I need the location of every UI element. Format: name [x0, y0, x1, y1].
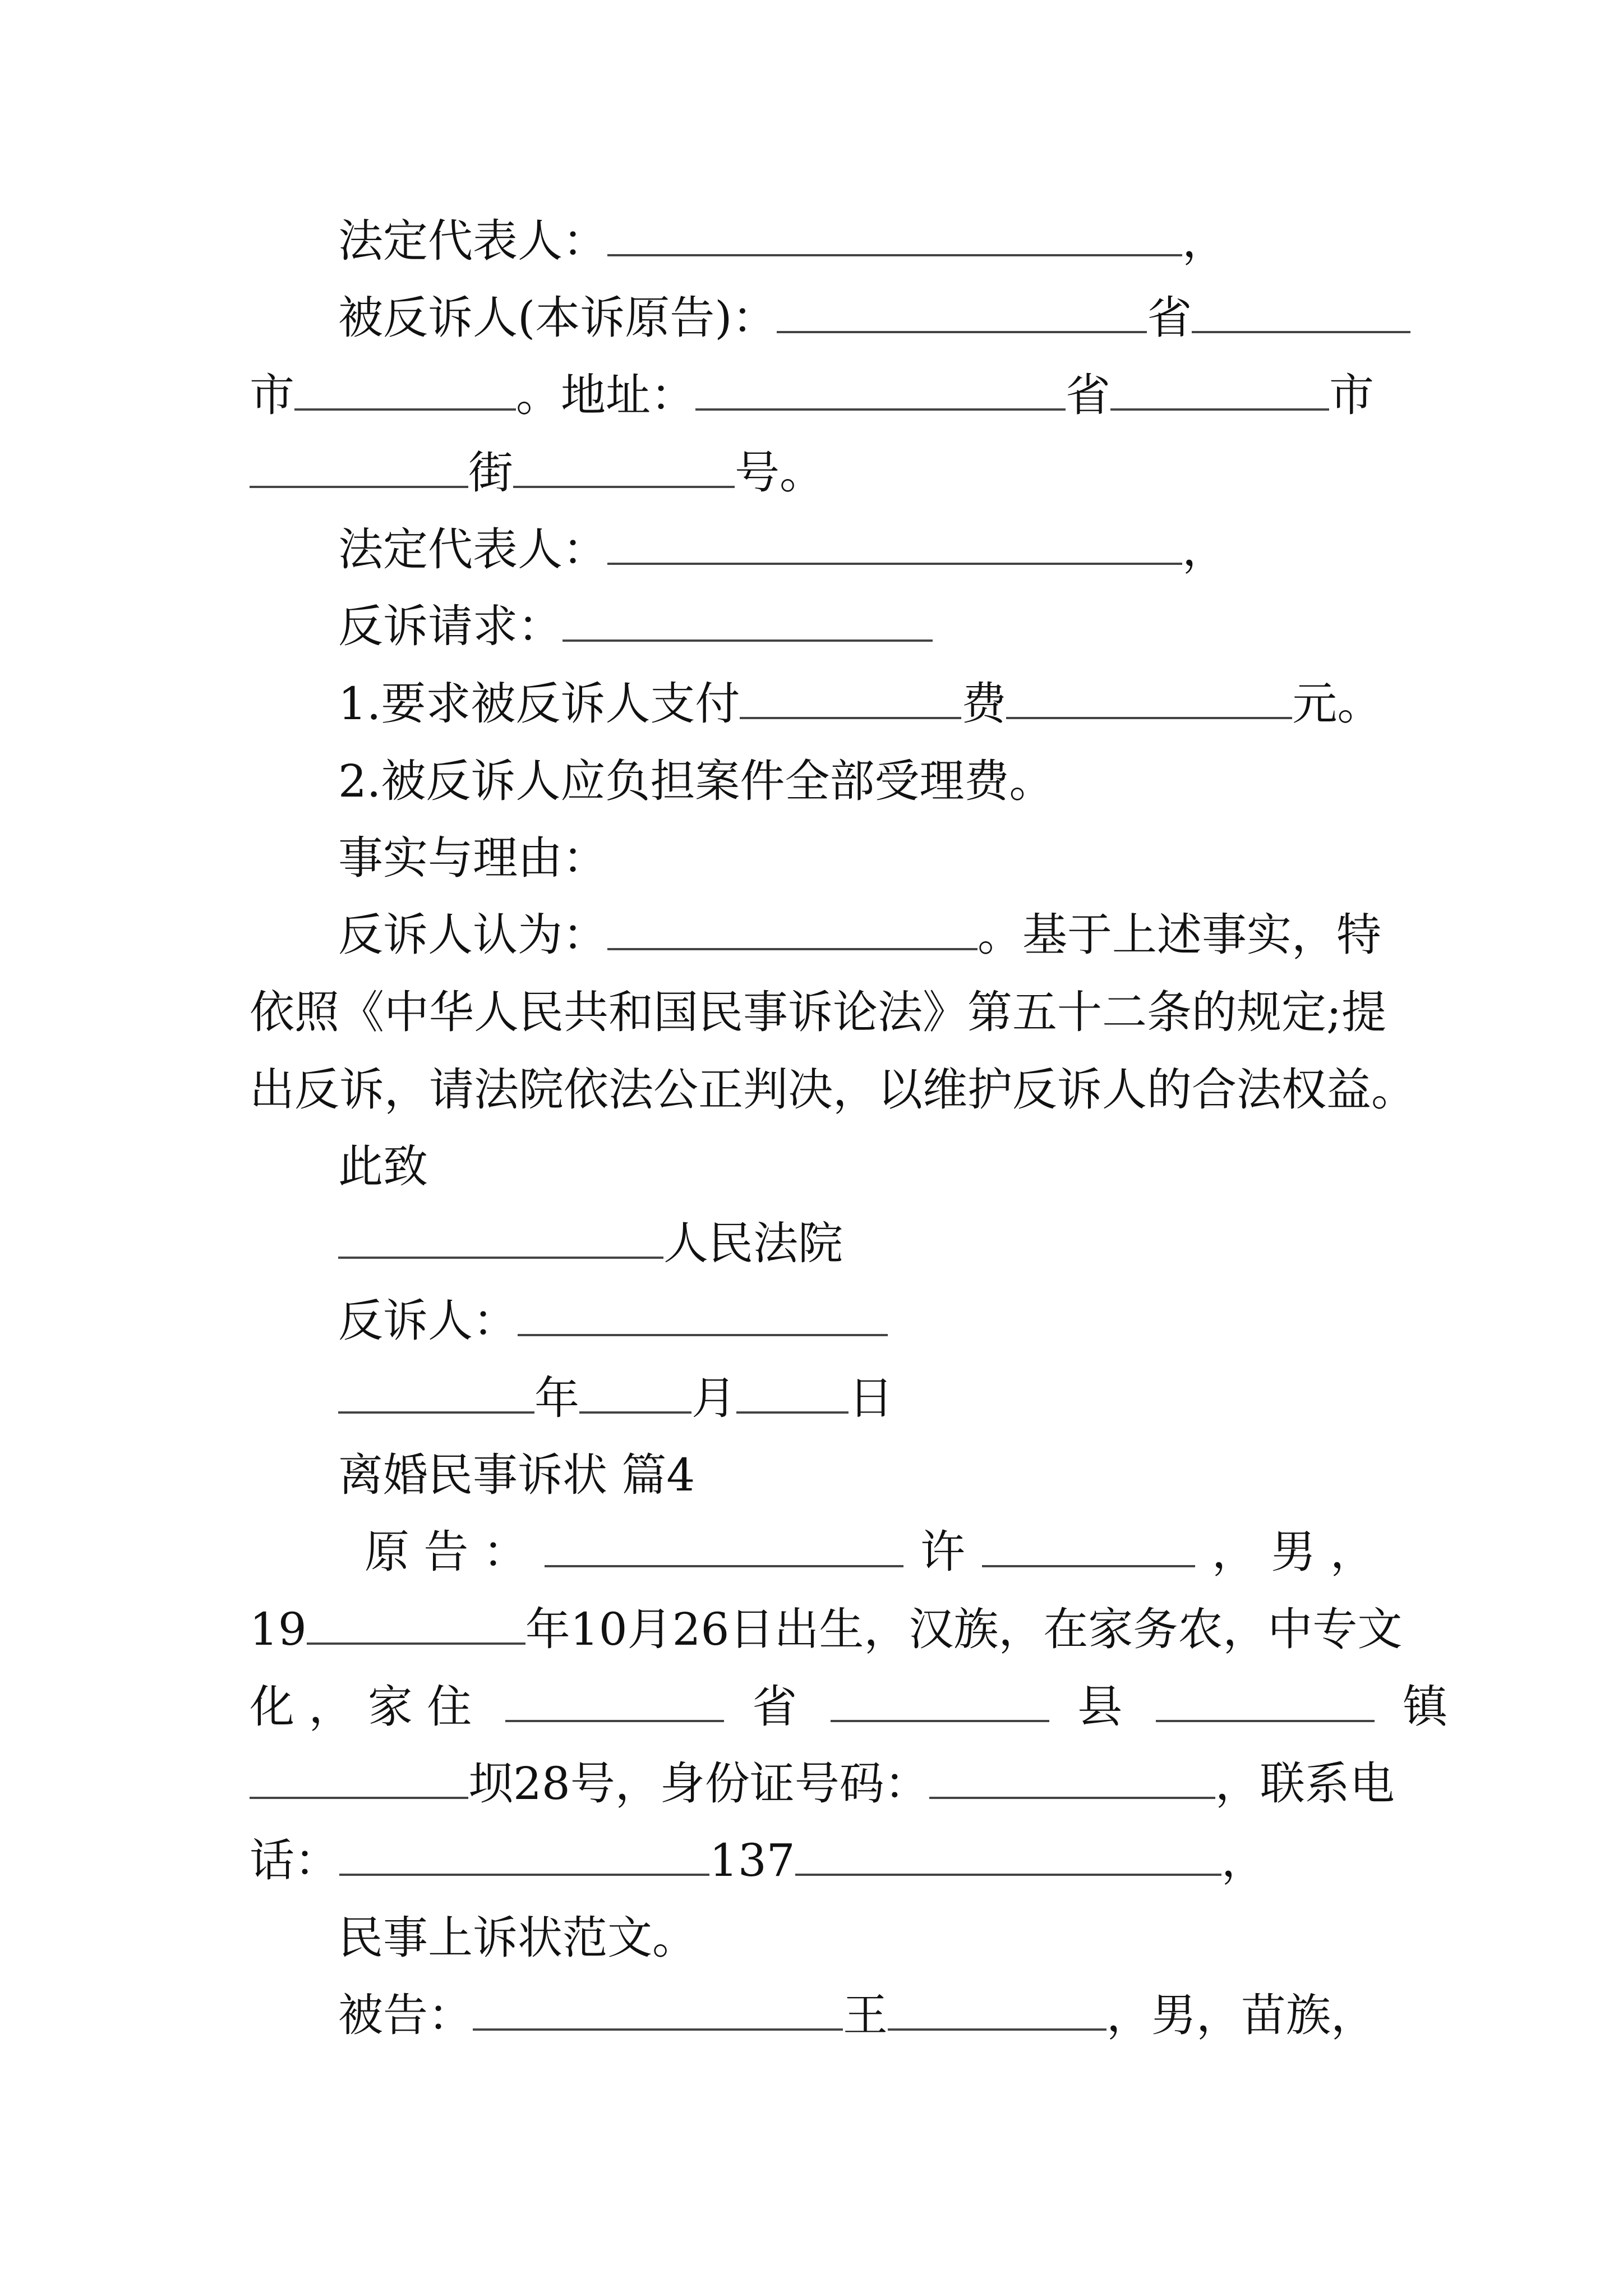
field-label: 原 告 ：	[365, 1526, 528, 1578]
field-label: 反诉人认为：	[338, 909, 607, 961]
text-line	[338, 596, 933, 657]
fill-blank[interactable]	[1192, 291, 1410, 333]
field-label: 法定代表人：	[338, 215, 607, 267]
text-line	[338, 1136, 428, 1198]
text-segment: 镇	[1403, 1681, 1448, 1733]
text-segment: 民事上诉状范文。	[338, 1912, 697, 1964]
fill-blank[interactable]	[513, 445, 735, 488]
field-label: 。地址：	[516, 369, 695, 421]
text-line	[338, 519, 1227, 581]
field-label: 反诉人：	[338, 1295, 518, 1347]
text-line	[250, 442, 824, 504]
text-segment: 19	[250, 1603, 307, 1655]
fill-blank[interactable]	[562, 599, 933, 642]
fill-blank[interactable]	[695, 368, 1066, 411]
court-name: 人民法院	[663, 1217, 843, 1269]
text-line	[338, 287, 1410, 349]
text-segment: ，联系电	[1215, 1757, 1395, 1810]
text-segment: 市	[1329, 369, 1374, 421]
text-segment: 元。	[1292, 678, 1382, 730]
text-segment: 事实与理由：	[338, 832, 607, 884]
text-segment: 离婚民事诉状 篇4	[338, 1449, 695, 1501]
text-segment: 费	[961, 678, 1007, 730]
text-line	[338, 751, 1054, 812]
text-segment: 日	[849, 1372, 893, 1424]
text-line	[338, 1290, 888, 1352]
field-label: 反诉请求：	[338, 600, 562, 652]
text-line	[250, 1753, 1395, 1815]
fill-blank[interactable]	[250, 445, 468, 488]
text-segment: 市	[250, 369, 294, 421]
fill-blank[interactable]	[795, 1833, 1221, 1876]
fill-blank[interactable]	[736, 1371, 849, 1414]
fill-blank[interactable]	[338, 1371, 534, 1414]
fill-blank[interactable]	[982, 1525, 1195, 1567]
text-segment: 137	[709, 1834, 795, 1887]
text-line	[338, 1213, 843, 1274]
field-label: 话：	[250, 1834, 339, 1887]
text-segment: 年10月26日出生，汉族，在家务农，中专文	[525, 1603, 1403, 1655]
text-line	[250, 1599, 1402, 1660]
fill-blank[interactable]	[307, 1602, 525, 1645]
text-line	[338, 904, 1381, 966]
fill-blank[interactable]	[777, 291, 1147, 333]
section-heading	[338, 1444, 695, 1506]
punctuation: ，	[1182, 523, 1227, 576]
text-segment: 月	[691, 1372, 736, 1424]
text-segment: 号。	[735, 447, 824, 499]
text-line	[250, 1676, 1447, 1738]
fill-blank[interactable]	[294, 368, 516, 411]
fill-blank[interactable]	[740, 677, 961, 719]
text-line	[250, 1059, 1416, 1121]
fill-blank[interactable]	[473, 1988, 843, 2031]
text-line	[338, 673, 1382, 735]
text-segment: ， 男 ，	[1211, 1526, 1375, 1578]
text-segment: 此致	[338, 1140, 428, 1193]
text-line	[250, 365, 1374, 426]
fill-blank[interactable]	[929, 1756, 1215, 1799]
text-segment: 省	[1066, 369, 1110, 421]
punctuation: ，	[1221, 1834, 1266, 1887]
text-segment: 许	[920, 1526, 965, 1578]
fill-blank[interactable]	[888, 1988, 1106, 2031]
field-label: 被告：	[338, 1989, 473, 2041]
field-label: 被反诉人(本诉原告)：	[338, 292, 777, 344]
fill-blank[interactable]	[545, 1525, 903, 1567]
text-segment: 省	[752, 1681, 797, 1733]
fill-blank[interactable]	[831, 1680, 1049, 1722]
fill-blank[interactable]	[607, 908, 978, 950]
date-line	[338, 1368, 893, 1429]
fill-blank[interactable]	[339, 1833, 709, 1876]
text-segment: 街	[468, 447, 513, 499]
text-segment: 省	[1147, 292, 1192, 344]
fill-blank[interactable]	[607, 214, 1182, 256]
text-segment: 王	[843, 1989, 888, 2041]
fill-blank[interactable]	[518, 1294, 888, 1336]
text-line	[250, 982, 1386, 1043]
fill-blank[interactable]	[1156, 1680, 1375, 1722]
text-segment: 1.要求被反诉人支付	[338, 678, 740, 730]
text-segment: 。基于上述事实，特	[978, 909, 1381, 961]
field-label: 法定代表人：	[338, 523, 607, 576]
fill-blank[interactable]	[1006, 677, 1292, 719]
fill-blank[interactable]	[1110, 368, 1329, 411]
text-line	[338, 1907, 697, 1969]
text-segment: 县	[1077, 1681, 1123, 1733]
fill-blank[interactable]	[505, 1680, 724, 1722]
text-line	[365, 1521, 1375, 1583]
field-label: 化 ， 家 住	[250, 1681, 472, 1733]
fill-blank[interactable]	[338, 1216, 663, 1259]
text-segment: 年	[534, 1372, 579, 1424]
text-line	[338, 210, 1227, 272]
text-segment: ，男，苗族，	[1106, 1989, 1376, 2041]
text-line	[338, 1985, 1376, 2046]
text-segment: 2.被反诉人应负担案件全部受理费。	[338, 755, 1054, 807]
fill-blank[interactable]	[579, 1371, 691, 1414]
text-segment: 坝28号，身份证号码：	[468, 1757, 929, 1810]
punctuation: ，	[1182, 215, 1227, 267]
text-segment: 出反诉，请法院依法公正判决，以维护反诉人的合法权益。	[250, 1064, 1416, 1116]
fill-blank[interactable]	[607, 522, 1182, 565]
section-heading	[338, 827, 607, 889]
text-segment: 依照《中华人民共和国民事诉论法》第五十二条的规定;提	[250, 986, 1386, 1038]
fill-blank[interactable]	[250, 1756, 468, 1799]
text-line	[250, 1830, 1266, 1892]
